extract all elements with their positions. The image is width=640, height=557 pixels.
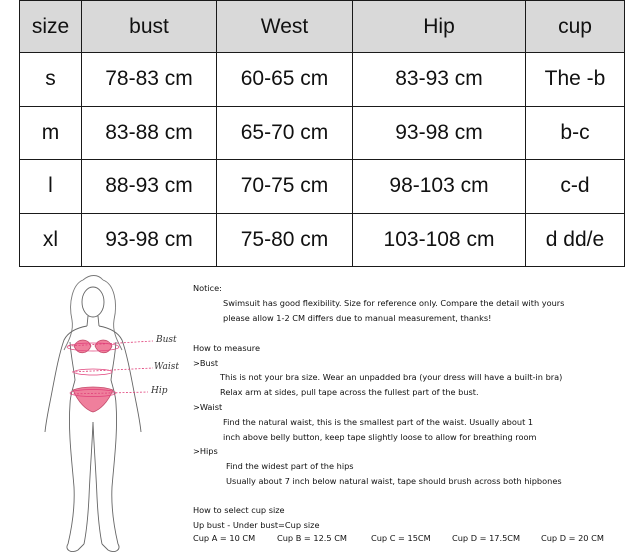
- cup-size-item: Cup D = 17.5CM: [452, 533, 521, 543]
- bust-instruction: Relax arm at sides, pull tape across the fullest part of the bust.: [220, 387, 479, 397]
- notice-line: Swimsuit has good flexibility. Size for reference only. Compare the detail with yours: [223, 298, 565, 308]
- cup-size-formula: Up bust - Under bust=Cup size: [193, 520, 320, 530]
- bikini-bottom-shape: [73, 387, 113, 412]
- cell-cup: The -b: [526, 53, 625, 107]
- cup-size-heading: How to select cup size: [193, 505, 285, 515]
- table-row: [20, 106, 625, 160]
- cup-size-item: Cup C = 15CM: [371, 533, 431, 543]
- table-row: [20, 213, 625, 267]
- header-cup: cup: [526, 1, 625, 53]
- header-size: size: [20, 1, 82, 53]
- bust-instruction: This is not your bra size. Wear an unpadded bra (your dress will have a built-in bra): [220, 372, 563, 382]
- cell-size: l: [20, 160, 82, 214]
- size-chart-table: [19, 0, 625, 267]
- notice-title: Notice:: [193, 283, 222, 293]
- header-bust: bust: [82, 1, 217, 53]
- cell-hip: 103-108 cm: [353, 213, 526, 267]
- waist-heading: >Waist: [193, 402, 223, 412]
- notice-line: please allow 1-2 CM differs due to manual measurement, thanks!: [223, 313, 492, 323]
- cell-hip: 83-93 cm: [353, 53, 526, 107]
- hips-instruction: Usually about 7 inch below natural waist, tape should brush across both hipbones: [226, 476, 562, 486]
- cell-waist: 65-70 cm: [217, 106, 353, 160]
- cell-waist: 60-65 cm: [217, 53, 353, 107]
- cell-bust: 78-83 cm: [82, 53, 217, 107]
- cell-bust: 88-93 cm: [82, 160, 217, 214]
- hip-label: Hip: [151, 386, 168, 396]
- table-header-row: [20, 1, 625, 53]
- cell-size: xl: [20, 213, 82, 267]
- waist-label: Waist: [154, 362, 179, 372]
- cell-cup: d dd/e: [526, 213, 625, 267]
- bust-label: Bust: [156, 335, 177, 345]
- hips-instruction: Find the widest part of the hips: [226, 461, 354, 471]
- cell-cup: c-d: [526, 160, 625, 214]
- cell-hip: 98-103 cm: [353, 160, 526, 214]
- header-hip: Hip: [353, 1, 526, 53]
- cup-size-item: Cup D = 20 CM: [541, 533, 604, 543]
- woman-silhouette-illustration: [28, 272, 188, 557]
- measurement-figure: [28, 272, 188, 557]
- how-to-measure-heading: How to measure: [193, 343, 260, 353]
- cell-bust: 93-98 cm: [82, 213, 217, 267]
- hips-heading: >Hips: [193, 446, 218, 456]
- waist-instruction: Find the natural waist, this is the smallest part of the waist. Usually about 1: [223, 417, 534, 427]
- cell-size: m: [20, 106, 82, 160]
- cell-size: s: [20, 53, 82, 107]
- header-waist: West: [217, 1, 353, 53]
- cell-hip: 93-98 cm: [353, 106, 526, 160]
- cell-cup: b-c: [526, 106, 625, 160]
- cup-size-item: Cup A = 10 CM: [193, 533, 256, 543]
- cell-waist: 70-75 cm: [217, 160, 353, 214]
- table-row: [20, 53, 625, 107]
- cell-waist: 75-80 cm: [217, 213, 353, 267]
- table-row: [20, 160, 625, 214]
- bust-heading: >Bust: [193, 358, 219, 368]
- cell-bust: 83-88 cm: [82, 106, 217, 160]
- cup-size-item: Cup B = 12.5 CM: [277, 533, 348, 543]
- waist-instruction: inch above belly button, keep tape slightly loose to allow for breathing room: [223, 432, 537, 442]
